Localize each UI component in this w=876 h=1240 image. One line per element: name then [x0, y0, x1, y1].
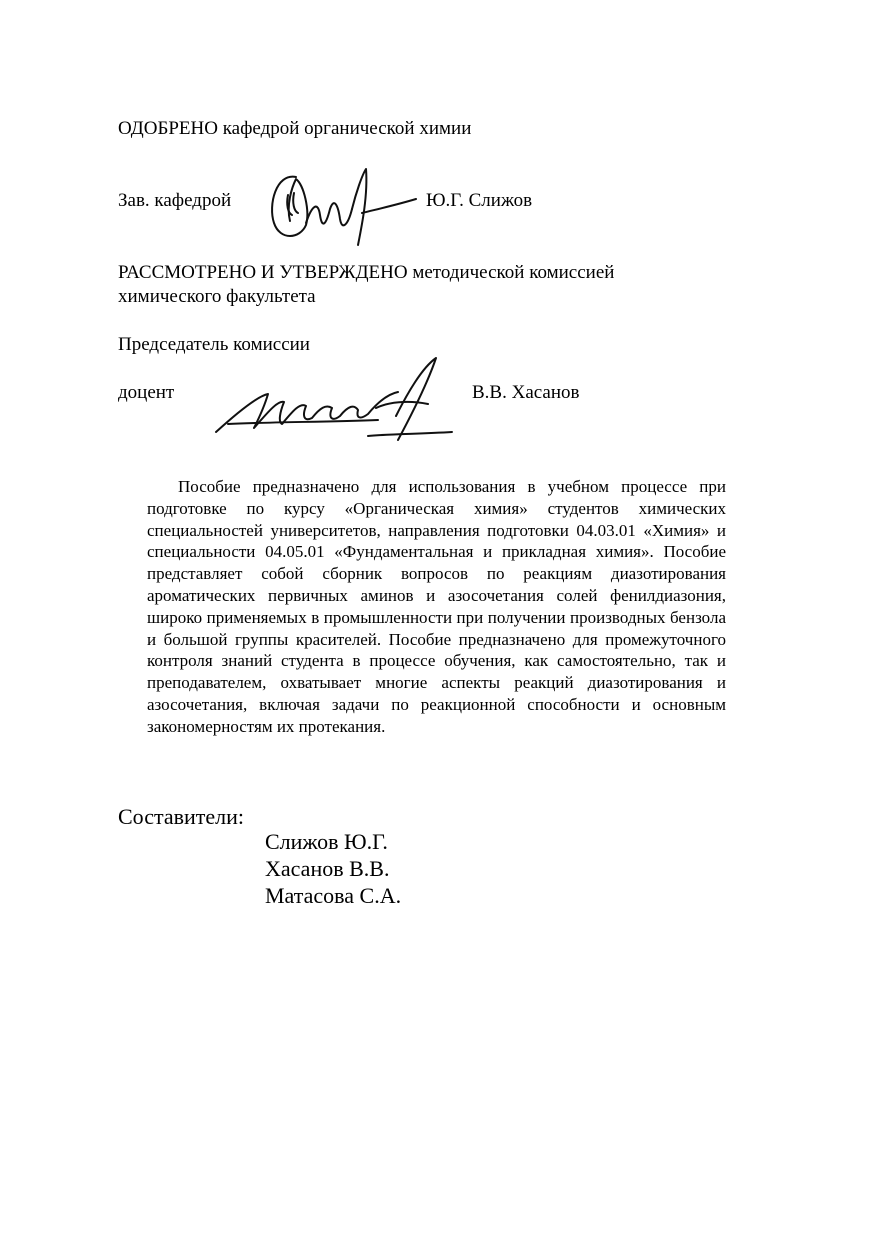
docent-name: В.В. Хасанов	[472, 382, 580, 403]
compiler-name: Матасова С.А.	[265, 883, 402, 908]
compilers-title: Составители:	[118, 804, 245, 829]
approved-line: ОДОБРЕНО кафедрой органической химии	[118, 118, 472, 139]
abstract-paragraph: Пособие предназначено для использования в учебном процессе при подготовке по курсу «Органическая химия» студентов химических специальностей университетов, направления подготовки 04.03.01 «Химия» и специальности 04.05.01 «Фундаментальная и прикладная химия». Пособие представляет собой сборник вопросов по реакциям диазотирования ароматических первичных аминов и азосочетания солей фенилдиазония, широко применяемых в промышленности при получении производных бензола и большой группы красителей. Пособие предназначено для промежуточного контроля знаний студента в процессе обучения, как самостоятельно, так и преподавателем, охватывает многие аспекты реакций диазотирования и азосочетания, включая задачи по реакционной способности и основным закономерностям их протекания.	[147, 477, 726, 736]
head-name: Ю.Г. Слижов	[426, 190, 533, 211]
docent-label: доцент	[118, 382, 175, 403]
chair-label: Председатель комиссии	[118, 334, 310, 355]
head-label: Зав. кафедрой	[118, 190, 232, 211]
compiler-name: Слижов Ю.Г.	[265, 829, 388, 854]
compiler-name: Хасанов В.В.	[265, 856, 390, 881]
signature-head-image	[266, 165, 426, 251]
reviewed-line-1: РАССМОТРЕНО И УТВЕРЖДЕНО методической комиссией	[118, 262, 615, 283]
signature-docent-image	[208, 352, 458, 452]
reviewed-line-2: химического факультета	[118, 286, 316, 307]
compilers-list	[265, 828, 401, 909]
